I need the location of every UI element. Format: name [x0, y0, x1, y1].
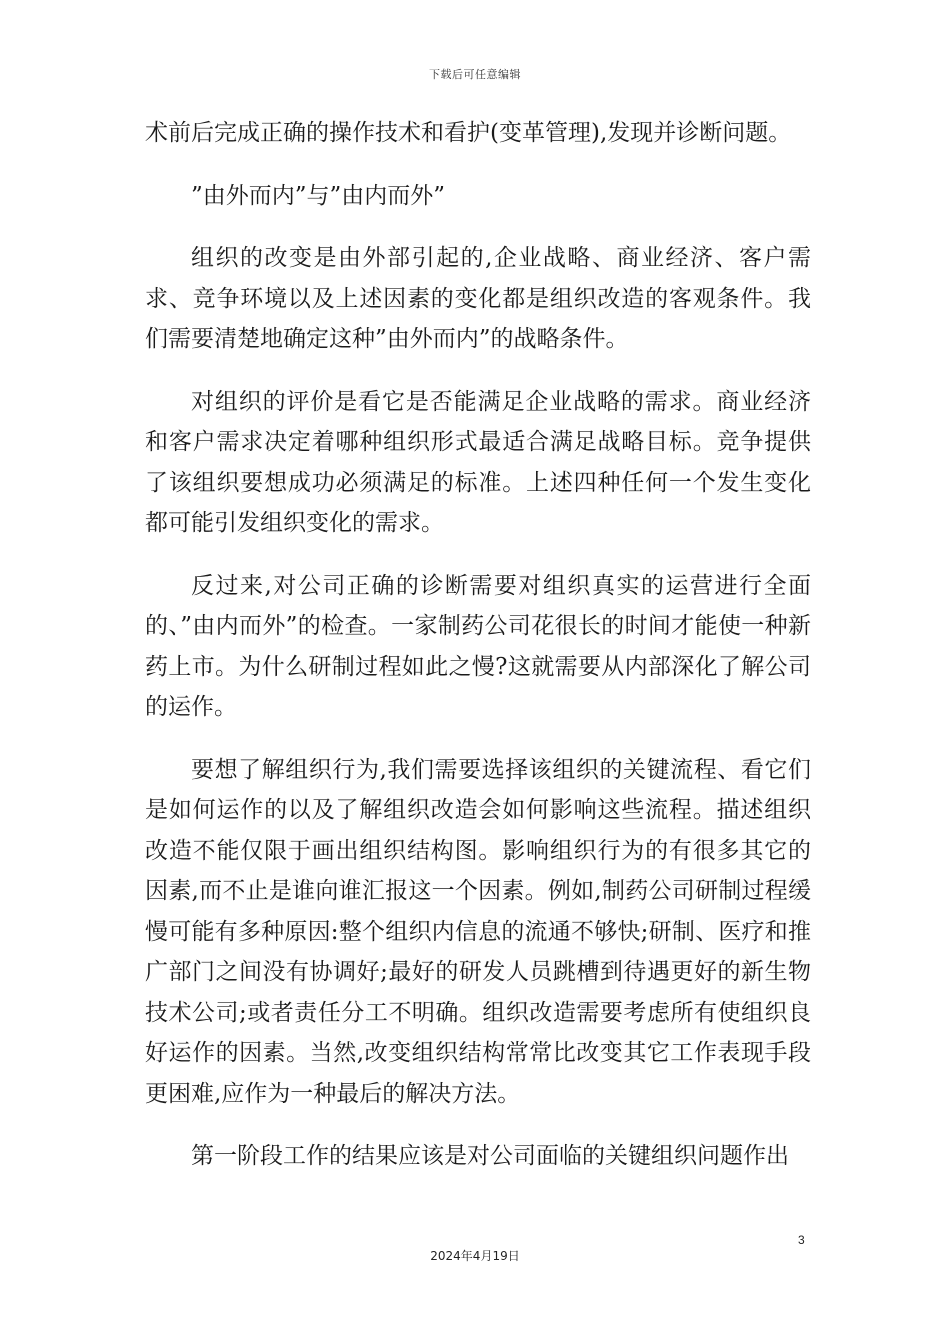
paragraph: 要想了解组织行为,我们需要选择该组织的关键流程、看它们是如何运作的以及了解组织改造会如何影响这些流程。描述组织改造不能仅限于画出组织结构图。影响组织行为的有很多其它的因素,而不止是谁向谁汇报这一个因素。例如,制药公司研制过程缓慢可能有多种原因:整个组织内信息的流通不够快;研制、医疗和推广部门之间没有协调好;最好的研发人员跳槽到待遇更好的新生物技术公司;或者责任分工不明确。组织改造需要考虑所有使组织良好运作的因素。当然,改变组织结构常常比改变其它工作表现手段更困难,应作为一种最后的解决方法。 [145, 756, 811, 1107]
paragraph-gap [145, 360, 811, 382]
paragraph: 组织的改变是由外部引起的,企业战略、商业经济、客户需求、竞争环境以及上述因素的变化都是组织改造的客观条件。我们需要清楚地确定这种”由外而内”的战略条件。 [145, 245, 811, 352]
paragraph-gap [145, 544, 811, 566]
paragraph: 对组织的评价是看它是否能满足企业战略的需求。商业经济和客户需求决定着哪种组织形式最适合满足战略目标。竞争提供了该组织要想成功必须满足的标准。上述四种任何一个发生变化都可能引发组织变化的需求。 [145, 388, 811, 536]
footer-date: 2024年4月19日 [430, 1249, 520, 1263]
paragraph-gap [145, 216, 811, 238]
section-heading: ”由外而内”与”由内而外” [191, 182, 446, 209]
paragraph: 第一阶段工作的结果应该是对公司面临的关键组织问题作出 [191, 1143, 789, 1169]
page-number: 3 [798, 1233, 805, 1247]
paragraph-gap [145, 1114, 811, 1136]
paragraph: 反过来,对公司正确的诊断需要对组织真实的运营进行全面的、”由内而外”的检查。一家制药公司花很长的时间才能使一种新药上市。为什么研制过程如此之慢?这就需要从内部深化了解公司的运作。 [145, 572, 811, 720]
paragraph-gap [145, 154, 811, 176]
paragraph-gap [145, 728, 811, 750]
page-header: 下载后可任意编辑 [429, 68, 521, 81]
paragraph-continuation: 术前后完成正确的操作技术和看护(变革管理),发现并诊断问题。 [145, 120, 792, 146]
document-body [145, 113, 811, 1177]
